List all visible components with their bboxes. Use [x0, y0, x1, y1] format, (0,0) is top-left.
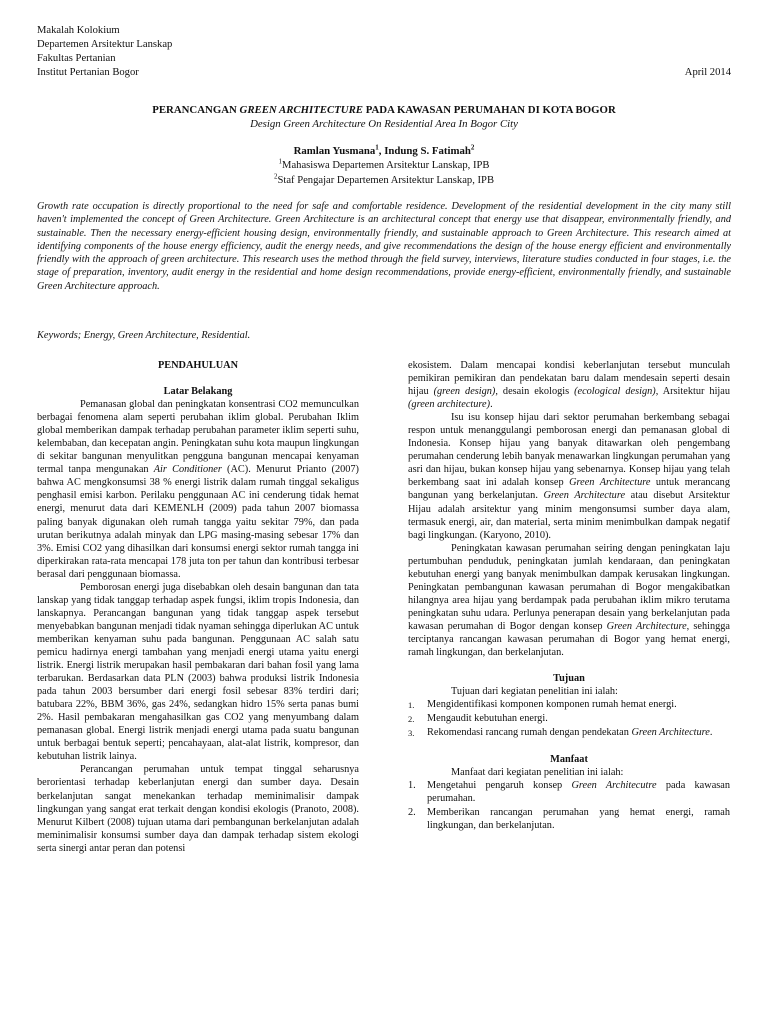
paragraph-text: ekosistem. Dalam mencapai kondisi keberlanjutan tersebut munculah pemikiran pemikiran dan pendekatan baru dalam mendesain seperti desain hijau: [408, 360, 730, 398]
list-text: Memberikan rancangan perumahan yang hemat energi, ramah lingkungan, dan berkelanjutan.: [427, 806, 730, 831]
spacer: [37, 372, 359, 385]
author-name: Ramlan Yusmana: [293, 145, 376, 157]
author-line: [37, 144, 731, 158]
list-text: [427, 779, 730, 805]
paragraph-text: untuk merancang bangunan yang berkelanjutan.: [408, 477, 730, 502]
title-italic: GREEN ARCHITECTURE: [239, 104, 364, 116]
list-intro: Tujuan dari kegiatan penelitian ini ialah:: [451, 686, 618, 698]
list-item: [408, 779, 730, 805]
paragraph: [408, 411, 730, 541]
list-text: [427, 726, 730, 740]
list-text-part: pada kawasan perumahan.: [427, 780, 730, 805]
list-number: 2.: [408, 714, 415, 725]
paragraph-italic: (green design): [433, 386, 496, 398]
list-intro: Manfaat dari kegiatan penelitian ini ialah:: [451, 767, 624, 779]
paragraph: [37, 398, 359, 581]
author-separator: ,: [378, 145, 385, 157]
affiliation-sup: 2: [273, 172, 278, 181]
list-text-part: .: [709, 727, 713, 739]
paragraph: [408, 542, 730, 659]
affiliation-sup: 1: [278, 157, 283, 166]
paragraph-italic: Air Conditioner: [153, 464, 222, 476]
list-item: [408, 726, 730, 740]
affiliation-text: Staf Pengajar Departemen Arsitektur Lanskap, IPB: [277, 175, 495, 186]
paragraph-text: .: [490, 399, 493, 411]
paragraph-text: (AC). Menurut Prianto (2007) bahwa AC mengkonsumsi 38 % energi listrik dalam rumah tinggal sekaligus penghasil emisi karbon. Perilaku penggunaan AC ini cenderung tidak hemat energi, menurut data dari KEMENLH (2009) pada tahun 2007 biomassa paling banyak digunakan oleh rumah tangga yaitu sekitar 79%, dan pada urutan berikutnya adalah minyak dan LPG masing-masing sebesar 17% dan 3%. Emisi CO2 yang dihasilkan dari konsumsi energi sektor rumah tangga ini diperkirakan rata-rata mencapai 178 juta ton per tahun dan kontribusi terbesar berasal dari penggunaan biomassa.: [37, 464, 359, 580]
affiliation: [37, 159, 731, 172]
header-line: Fakultas Pertanian: [37, 53, 116, 64]
spacer: [408, 659, 730, 672]
list-item: [408, 806, 730, 832]
list-text: Mengidentifikasi komponen komponen rumah hemat energi.: [427, 699, 677, 711]
keywords: Keywords; Energy, Green Architecture, Residential.: [37, 330, 251, 341]
paragraph-text: Pemanasan global dan peningkatan konsentrasi CO2 memunculkan berbagai fenomena alam seperti perubahan iklim global. Perubahan Iklim global memberikan dampak terhadap perubahan parameter iklim seperti suhu, kelembaban, dan kecepatan angin. Peningkatan suhu kota maupun lingkungan di sekitar bangunan menyulitkan pengguna bangunan mencapai kenyaman termal tanpa mengunakan: [37, 399, 359, 476]
paper-title: [37, 103, 731, 117]
affiliation: [37, 174, 731, 187]
paper-subtitle: Design Green Architecture On Residential Area In Bogor City: [250, 118, 518, 130]
list-italic: Green Architecture: [631, 727, 710, 739]
list-number: 2.: [408, 806, 416, 818]
right-column: [408, 359, 730, 832]
list-text: Mengaudit kebutuhan energi.: [427, 713, 548, 725]
paragraph-text: , Arsitektur hijau: [655, 386, 731, 398]
spacer: [408, 740, 730, 753]
header-line: Departemen Arsitektur Lanskap: [37, 39, 173, 50]
title-text: PADA KAWASAN PERUMAHAN DI KOTA BOGOR: [363, 104, 616, 116]
subsection-heading: Latar Belakang: [163, 386, 233, 398]
left-column: [37, 359, 359, 855]
subsection-heading: Tujuan: [553, 673, 585, 685]
list-number: 1.: [408, 700, 415, 711]
header-line: Institut Pertanian Bogor: [37, 67, 139, 78]
list-text-part: Rekomendasi rancang rumah dengan pendekatan: [427, 727, 632, 739]
paragraph-text: Isu isu konsep hijau dari sektor perumahan berkembang sebagai respon untuk menanggulangi pemborosan energi dan pemanasan global di Indonesia. Konsep hijau yang banyak ditawarkan oleh pengembang perumahan cenderung lebih banyak menawarkan lingkungan perumahan yang asri dan hijau, bukan konsep hijau yang sebenarnya. Konsep hijau yang telah berkembang saat ini adalah konsep: [408, 412, 730, 489]
title-text: PERANCANGAN: [152, 104, 240, 116]
list-text-part: Mengetahui pengaruh konsep: [427, 780, 572, 792]
list-item: [408, 698, 730, 712]
list-number: 1.: [408, 780, 416, 792]
paragraph-italic: Green Architecture: [569, 477, 651, 489]
subsection-heading: Manfaat: [550, 754, 588, 766]
list-item: [408, 712, 730, 726]
paragraph-italic: Green Architecture: [543, 490, 626, 502]
author-name: Indung S. Fatimah: [384, 145, 471, 157]
paragraph: [408, 359, 730, 411]
paragraph: Perancangan perumahan untuk tempat tinggal seharusnya berorientasi terhadap keberlanjutan energi dan sumber daya. Desain berkelanjutan sangat menekankan terhadap meminimalisir dampak lingkungan yang sangat erat terkait dengan kondisi ekologis (Pranoto, 2008). Menurut Kilbert (2008) tujuan utama dari pembangunan berkelanjutan adalah meminimalisir konsumsi sumber daya dan dampak terhadap sistem ekologi serta sinergi antar peran dan potensi: [37, 764, 359, 854]
paragraph-text: Peningkatan kawasan perumahan seiring dengan peningkatan laju pertumbuhan penduduk, peningkatan jumlah kendaraan, dan peningkatan kebutuhan energi yang banyak menimbulkan dampak kerusakan lingkungan. Peningkatan pembangunan kawasan perumahan di Bogor mengakibatkan hilangnya area hijau yang berdampak pada perubahan iklim mikro terutama peningkatan suhu udara. Perlunya penerapan desain yang berkelanjutan pada kawasan perumahan di Bogor dengan konsep: [408, 542, 730, 632]
affiliation-text: Mahasiswa Departemen Arsitektur Lanskap, IPB: [282, 160, 490, 171]
tujuan-list: [408, 698, 730, 740]
paragraph-italic: Green Architecture: [606, 620, 687, 632]
paragraph-italic: (ecological design): [574, 386, 656, 398]
abstract: Growth rate occupation is directly proportional to the need for safe and comfortable residence. Development of the residential development in the city many still haven't implemented the concept of Green Architecture. Green Architecture is an architectural concept that energy use that disappear, environmentally friendly, and sustainable. Then the necessary energy-efficient housing design, environmentally friendly, and sustainable approach to Green Architecture. This research aimed at identifying components of the house energy efficiency, audit the energy needs, and give recommendations the design of the house energy efficient and environmentally friendly with the approach of green architecture. This research uses the method through the field survey, interviews, literature studies conducted in four stages, i.e. the stage of preparation, inventory, audit energy in the residential and home design recommendations, provide energy-efficient, environmentally friendly, and sustainable Green Architecture approach.: [37, 201, 731, 292]
paragraph: Pemborosan energi juga disebabkan oleh desain bangunan dan tata lanskap yang tidak tanggap terhadap aspek fungsi, iklim tropis Indonesia, dan lanskapnya. Perancangan bangunan yang tidak tanggap aspek tersebut menyebabkan bangunan menjadi tidak nyaman sehingga diperlukan AC untuk memberikan kenyaman suhu pada bangunan. Penggunaan AC salah satu pemicu hadirnya energi tambahan yang menjadi energi utama yaitu energi listrik. Energi listrik merupakan hasil pembakaran dari bahan fosil yang lama terbarukan. Berdasarkan data PLN (2003) bahwa produksi listrik Indonesia pada tahun 2003 bersumber dari energi fosil sebesar 83% terdiri dari; batubara 22%, BBM 36%, gas 24%, sedangkan hidro 15% serta panas bumi 2%. Hasil pembakaran mengahasilkan gas CO2 yang menyumbang dalam pemanasan global. Energi listrik menjadi energi utama pada suatu bangunan untuk berbagai bentuk seperti; pencahayaan, alat-alat listrik, kompresor, dan kebutuhan listrik lainya.: [37, 581, 359, 763]
section-heading: PENDAHULUAN: [157, 360, 239, 371]
paragraph-italic: (green architecture): [408, 399, 491, 411]
header-date: April 2014: [684, 67, 731, 78]
list-number: 3.: [408, 728, 415, 739]
paragraph-text: , sehingga terciptanya rancangan kawasan perumahan di Bogor yang hemat energi, ramah lingkungan, dan berkelanjutan.: [408, 620, 730, 659]
author-sup: 1: [375, 143, 379, 152]
paragraph-text: , desain ekologis: [495, 386, 575, 398]
document-header: [37, 24, 731, 80]
manfaat-list: [408, 779, 730, 831]
author-sup: 2: [470, 143, 475, 152]
paragraph-text: atau disebut Arsitektur Hijau adalah arsitektur yang minim mengonsumsi sumber daya alam, termasuk energi, air, dan material, serta minim menimbulkan dampak negatif bagi lingkungan. (Karyono, 2010).: [408, 490, 730, 541]
list-italic: Green Architecutre: [571, 780, 657, 792]
header-line: Makalah Kolokium: [37, 25, 120, 36]
